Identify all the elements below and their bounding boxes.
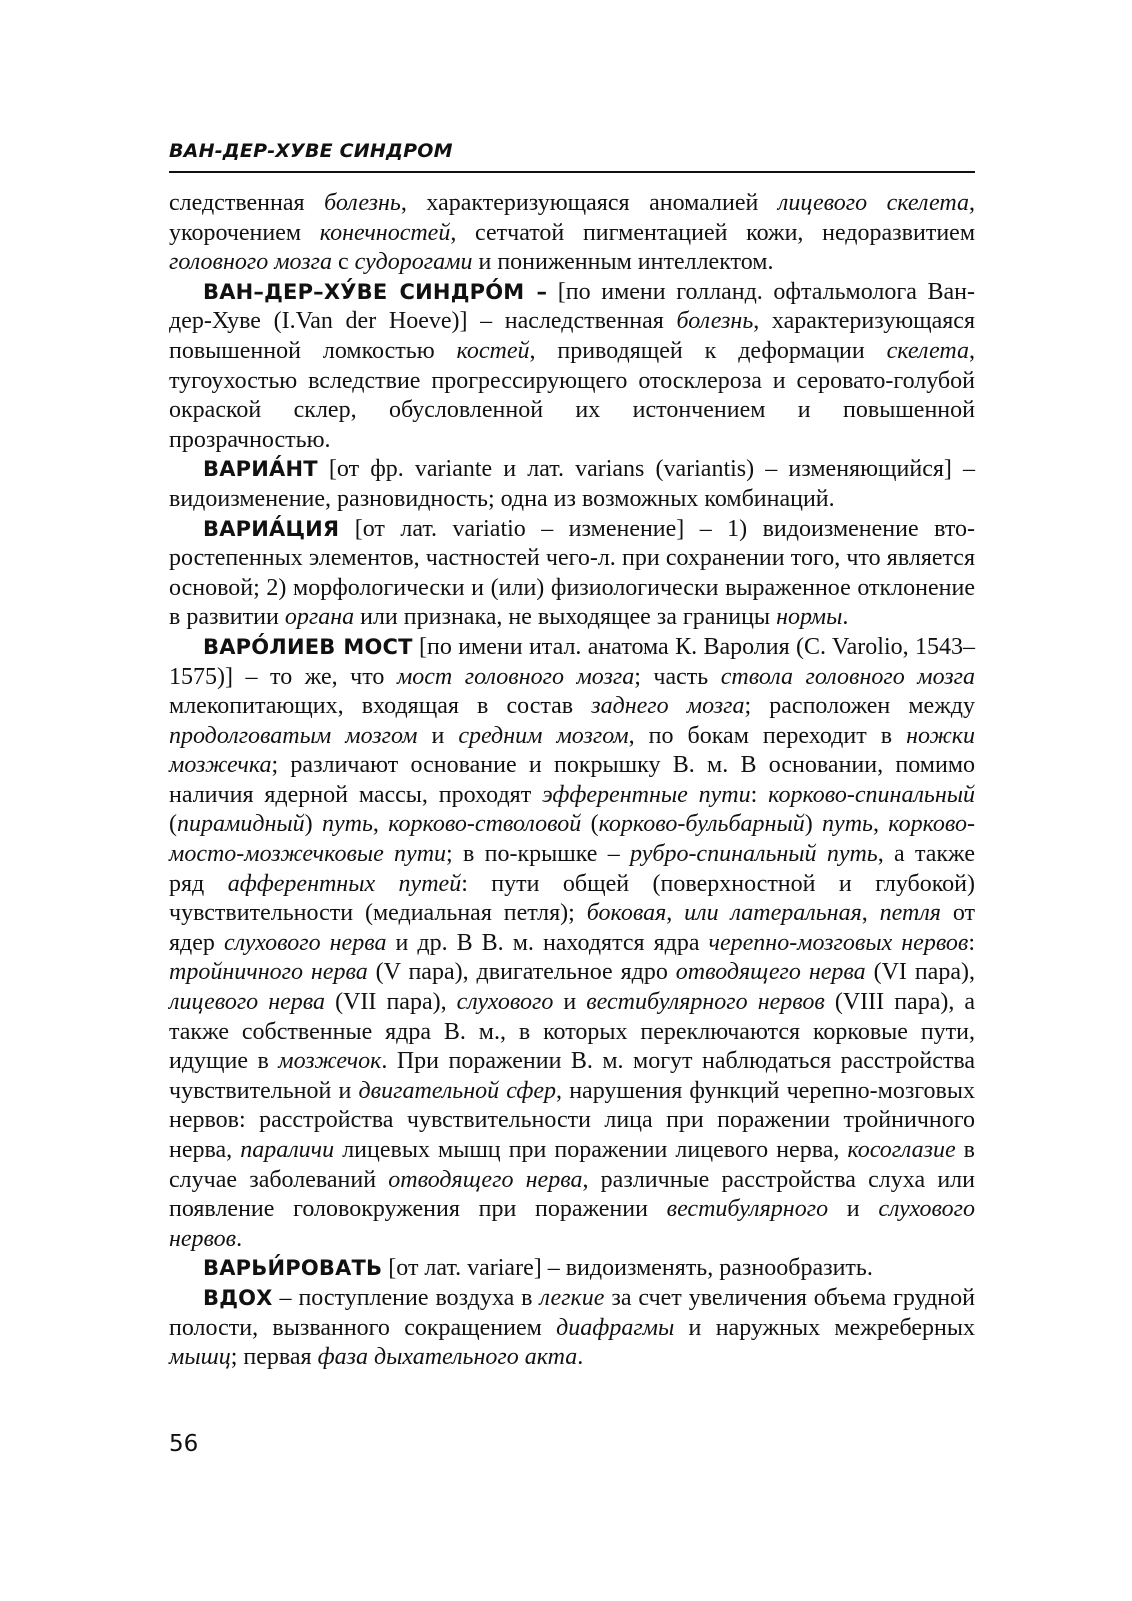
cross-reference-term: легкие xyxy=(539,1284,605,1311)
dictionary-body xyxy=(169,189,975,1373)
definition-text: за счет увеличения объема грудной полости, вызванного сокращением xyxy=(169,1284,975,1341)
entry-headword: ВАН–ДЕР–ХУ́ВЕ СИНДРО́М – xyxy=(203,279,548,304)
definition-text: в случае заболеваний xyxy=(169,1137,975,1193)
definition-text: [по имени голланд. офтальмолога Ван-дер-Хуве (I.Van der Hoeve)] – наследственная xyxy=(169,278,975,335)
dictionary-entry xyxy=(169,278,975,456)
cross-reference-term: лицевого нерва xyxy=(169,989,326,1016)
definition-text: ) xyxy=(804,811,823,838)
cross-reference-term: косоглазие xyxy=(847,1137,956,1163)
definition-text: следственная xyxy=(169,190,325,216)
definition-text: : xyxy=(750,781,769,808)
entry-headword: ВАРИА́ЦИЯ xyxy=(203,516,340,541)
definition-text: , тугоухостью вследствие прогрессирующего отосклероза и серовато-голубой окраской склер, обусловленной их истончением и повышенной прозрачностью. xyxy=(169,337,975,453)
cross-reference-term: вестибулярного нервов xyxy=(586,989,825,1016)
definition-text: ; различают основание и покрышку В. м. В основании, помимо наличия ядерной массы, проходят xyxy=(169,752,975,808)
definition-text: – поступление воздуха в xyxy=(272,1284,540,1311)
definition-text: и xyxy=(828,1196,879,1223)
cross-reference-term: слухового нерва xyxy=(223,929,387,956)
running-header: ВАН-ДЕР-ХУВЕ СИНДРОМ xyxy=(169,140,453,162)
cross-reference-term: органа xyxy=(284,604,355,631)
cross-reference-term: продолговатым мозгом xyxy=(169,722,418,749)
definition-text: . xyxy=(842,604,849,631)
definition-text: , а также ряд xyxy=(169,841,975,897)
cross-reference-term: путь xyxy=(822,811,873,838)
definition-text: , характеризующаяся повышенной ломкостью xyxy=(169,308,975,364)
cross-reference-term: эфферентные пути xyxy=(542,781,751,808)
entry-continuation xyxy=(169,189,975,278)
cross-reference-term: вестибулярного xyxy=(666,1196,829,1223)
definition-text: ; расположен между xyxy=(744,693,975,720)
definition-text: лицевых мышц при поражении лицевого нерва, xyxy=(334,1137,848,1163)
cross-reference-term: рубро-спинальный путь xyxy=(630,841,878,868)
cross-reference-term: болезнь xyxy=(676,308,754,335)
definition-text: , характеризующаяся аномалией xyxy=(400,190,778,216)
definition-text: [по имени итал. анатома К. Варолия (C. Varolio, 1543–1575)] – то же, что xyxy=(169,633,975,690)
definition-text: , xyxy=(666,900,685,927)
definition-text: , по бокам переходит в xyxy=(628,722,907,749)
definition-text: , укорочением xyxy=(169,190,975,246)
definition-text: ; часть xyxy=(634,663,721,690)
cross-reference-term: или латеральная xyxy=(684,900,862,927)
definition-text: и xyxy=(553,989,587,1016)
dictionary-entry xyxy=(169,1254,975,1284)
definition-text: млекопитающих, входящая в состав xyxy=(169,693,592,720)
definition-text: [от фр. variante и лат. varians (variantis) – изменяющийся] – видоизменение, разновидность; одна из возможных комбинаций. xyxy=(169,456,975,512)
cross-reference-term: петля xyxy=(879,900,941,927)
cross-reference-term: диафрагмы xyxy=(556,1314,675,1341)
cross-reference-term: ствола головного мозга xyxy=(720,663,975,690)
cross-reference-term: костей xyxy=(456,337,530,364)
cross-reference-term: болезнь xyxy=(324,190,401,216)
definition-text: , xyxy=(861,900,880,927)
cross-reference-term: слухового xyxy=(456,989,554,1016)
definition-text: (VIII пара), а также собственные ядра В. м., в которых переключаются корковые пути, идущие в xyxy=(169,989,976,1075)
definition-text: . xyxy=(236,1225,243,1252)
definition-text: ( xyxy=(581,811,599,838)
cross-reference-term: боковая xyxy=(586,900,667,927)
cross-reference-term: лицевого скелета xyxy=(777,190,969,216)
cross-reference-term: заднего мозга xyxy=(591,693,745,720)
definition-text: , xyxy=(372,811,389,838)
cross-reference-term: мышц xyxy=(169,1344,231,1371)
definition-text: ; в по-крышке – xyxy=(446,841,631,868)
definition-text: , xyxy=(872,811,889,838)
cross-reference-term: средним мозгом xyxy=(458,722,629,749)
definition-text: (VI пара), xyxy=(865,959,975,986)
definition-text: , нарушения функций черепно-мозговых нервов: расстройства чувствительности лица при поражении тройничного нерва, xyxy=(169,1077,976,1163)
cross-reference-term: нормы xyxy=(776,604,843,631)
cross-reference-term: головного мозга xyxy=(169,249,332,276)
cross-reference-term: отводящего нерва xyxy=(388,1166,583,1193)
page-number: 56 xyxy=(169,1431,199,1457)
cross-reference-term: слухового нервов xyxy=(169,1196,975,1252)
cross-reference-term: двигательной сфер xyxy=(358,1077,557,1104)
cross-reference-term: судорогами xyxy=(354,249,473,276)
definition-text: с xyxy=(331,249,355,276)
definition-text: ) xyxy=(304,811,322,838)
cross-reference-term: параличи xyxy=(240,1137,335,1163)
cross-reference-term: ножки мозжечка xyxy=(169,722,975,779)
definition-text: и наружных межреберных xyxy=(674,1314,975,1341)
cross-reference-term: мост головного мозга xyxy=(396,663,635,690)
entry-headword: ВАРЬИ́РОВАТЬ xyxy=(203,1256,383,1281)
definition-text: и xyxy=(417,722,459,749)
cross-reference-term: конечностей xyxy=(319,219,451,246)
cross-reference-term: корково-спинальный xyxy=(768,781,975,808)
cross-reference-term: путь xyxy=(321,811,373,838)
dictionary-entry xyxy=(169,633,975,1254)
cross-reference-term: мозжечок xyxy=(278,1048,382,1075)
definition-text: или признака, не выходящее за границы xyxy=(354,604,777,631)
definition-text: (VII пара), xyxy=(325,989,457,1016)
definition-text: , сетчатой пигментацией кожи, недоразвитием xyxy=(450,219,975,246)
dictionary-entry xyxy=(169,455,975,514)
entry-headword: ВАРО́ЛИЕВ МОСТ xyxy=(203,634,413,659)
cross-reference-term: тройничного нерва xyxy=(169,959,368,986)
cross-reference-term: пирамидный xyxy=(177,811,305,838)
definition-text: и др. В В. м. находятся ядра xyxy=(386,929,709,956)
definition-text: ; первая xyxy=(230,1344,318,1371)
cross-reference-term: корково-мосто-мозжечковые пути xyxy=(169,811,976,868)
dictionary-entry xyxy=(169,1284,975,1373)
definition-text: и пониженным интеллектом. xyxy=(472,249,774,276)
dictionary-entry xyxy=(169,515,975,633)
cross-reference-term: корково-бульбарный xyxy=(598,811,805,838)
definition-text: : xyxy=(968,929,976,956)
definition-text: : пути общей (поверхностной и глубокой) чувствительности (медиальная петля); xyxy=(169,870,975,927)
definition-text: (V пара), двигательное ядро xyxy=(367,959,676,986)
header-rule xyxy=(169,171,975,173)
definition-text: от ядер xyxy=(169,900,976,956)
definition-text: [от лат. variatio – изменение] – 1) видоизменение второстепенных элементов, частностей чего-л. при сохранении того, что является основой; 2) морфологически и (или) физиологически выраженное отклонение в развитии xyxy=(169,515,975,631)
cross-reference-term: черепно-мозговых нервов xyxy=(708,929,969,956)
entry-headword: ВАРИА́НТ xyxy=(203,457,318,482)
entry-headword: ВДОХ xyxy=(203,1285,273,1310)
definition-text: , различные расстройства слуха или появление головокружения при поражении xyxy=(169,1166,975,1223)
definition-text: [от лат. variare] – видоизменять, разнообразить. xyxy=(382,1255,873,1282)
definition-text: . xyxy=(577,1344,584,1371)
cross-reference-term: афферентных путей xyxy=(227,870,462,897)
cross-reference-term: корково-стволовой xyxy=(388,811,582,838)
definition-text: . При поражении В. м. могут наблюдаться расстройства чувствительной и xyxy=(169,1048,975,1104)
definition-text: ( xyxy=(169,811,177,838)
cross-reference-term: скелета xyxy=(886,337,969,364)
cross-reference-term: фаза дыхательного акта xyxy=(317,1344,578,1371)
cross-reference-term: отводящего нерва xyxy=(675,959,866,986)
definition-text: , приводящей к деформации xyxy=(529,337,887,364)
